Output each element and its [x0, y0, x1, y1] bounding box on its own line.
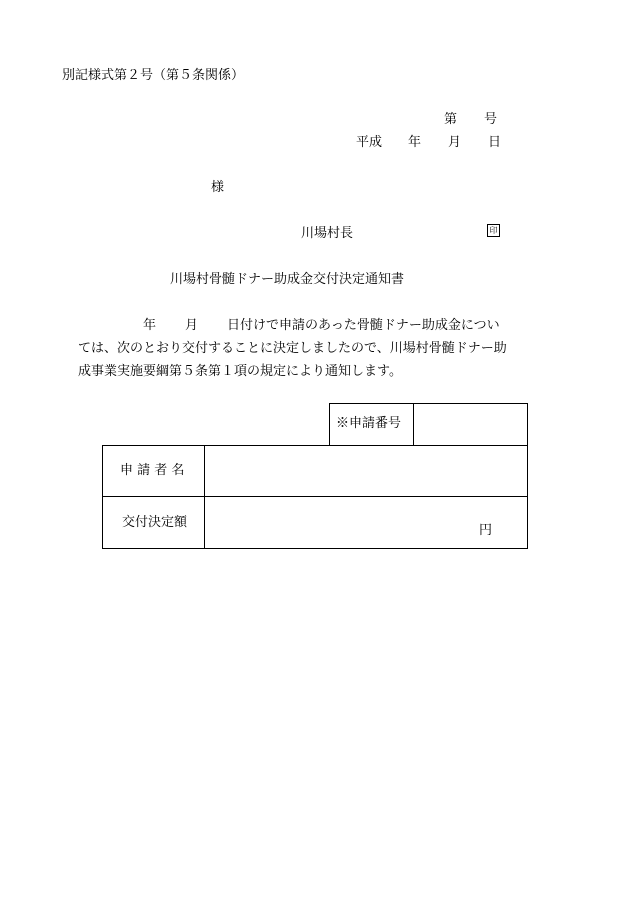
applicant-name-label: 申 請 者 名: [120, 463, 185, 478]
application-number-label: ※申請番号: [336, 416, 402, 431]
form-header: 別記様式第２号（第５条関係）: [62, 68, 245, 83]
date-month-label: 月: [448, 135, 462, 150]
grant-table: [102, 445, 528, 549]
date-year-label: 年: [408, 135, 422, 150]
body-month-label: 月: [185, 318, 199, 333]
body-line2: ては、次のとおり交付することに決定しましたので、川場村骨髄ドナー助: [78, 341, 507, 356]
grant-amount-unit: 円: [479, 523, 493, 538]
body-line1: 日付けで申請のあった骨髄ドナー助成金につい: [227, 318, 500, 333]
date-day-label: 日: [488, 135, 502, 150]
body-year-label: 年: [143, 318, 157, 333]
doc-number-dai: 第: [444, 112, 458, 127]
document-title: 川場村骨髄ドナー助成金交付決定通知書: [170, 272, 405, 287]
application-number-box: [329, 403, 528, 446]
grant-amount-label: 交付決定額: [122, 515, 188, 530]
doc-number-go: 号: [484, 112, 498, 127]
issuer-name: 川場村長: [301, 226, 354, 241]
seal-mark: 印: [487, 224, 500, 237]
date-era: 平成: [356, 135, 383, 150]
body-line3: 成事業実施要綱第５条第１項の規定により通知します。: [78, 364, 402, 379]
addressee-suffix: 様: [211, 180, 225, 195]
